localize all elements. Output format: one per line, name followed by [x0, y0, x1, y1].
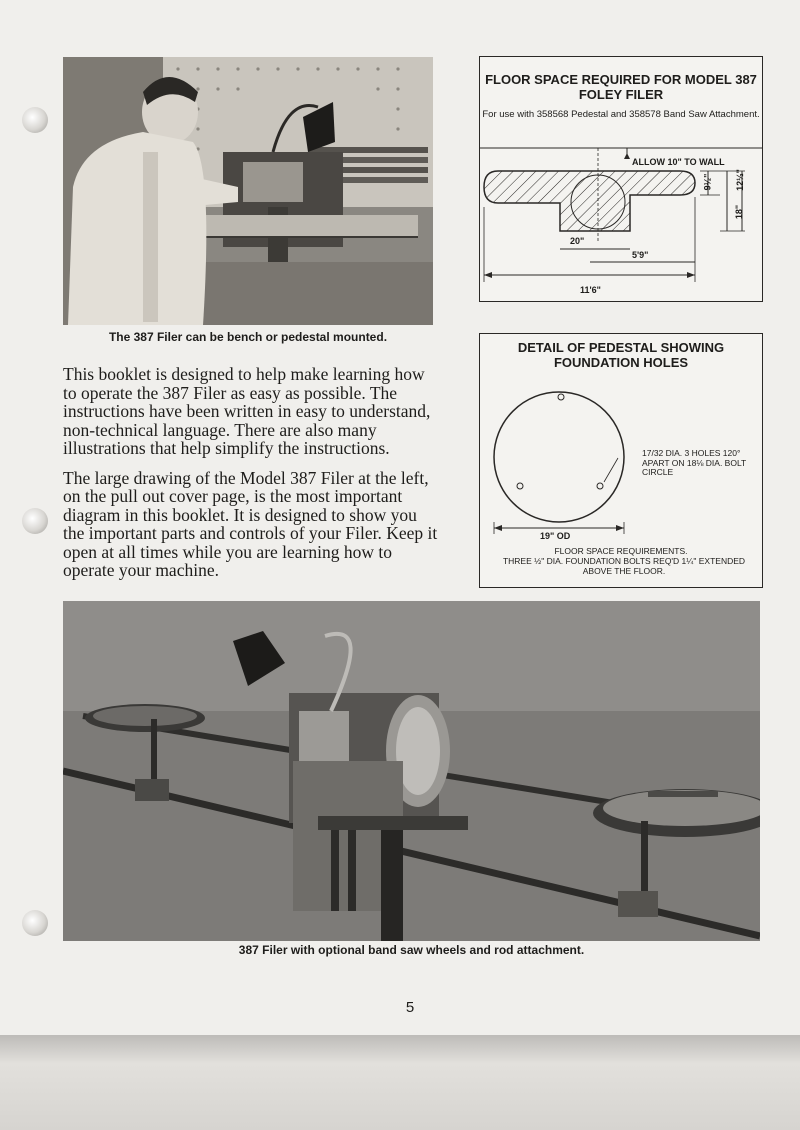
dim-18: 18" — [734, 204, 745, 220]
allow-wall-label: ALLOW 10" TO WALL — [632, 157, 725, 167]
top-photo-caption: The 387 Filer can be bench or pedestal mounted. — [108, 330, 388, 344]
floor-space-diagram — [480, 57, 762, 301]
dim-5-9: 5'9" — [632, 250, 649, 260]
pedestal-title: DETAIL OF PEDESTAL SHOWING FOUNDATION HOLES — [517, 340, 725, 370]
pedestal-detail-box — [479, 333, 763, 588]
holes-note: 17/32 DIA. 3 HOLES 120° APART ON 18⅛ DIA. BOLT CIRCLE — [642, 448, 747, 477]
dim-11-6: 11'6" — [580, 285, 601, 295]
binder-hole-icon — [22, 910, 48, 936]
intro-text — [63, 365, 438, 591]
photo-filer-band-saw-wheels — [63, 601, 760, 941]
floor-space-subtitle: For use with 358568 Pedestal and 358578 Band Saw Attachment. — [482, 109, 760, 120]
requirements-text: THREE ½" DIA. FOUNDATION BOLTS REQ'D 1¼" EXTENDED ABOVE THE FLOOR. — [502, 556, 746, 576]
bottom-photo-caption: 387 Filer with optional band saw wheels and rod attachment. — [238, 943, 585, 957]
photo-bench-mounted-filer — [63, 57, 433, 325]
dim-20: 20" — [570, 236, 585, 246]
binder-hole-icon — [22, 508, 48, 534]
dim-12-5: 12½" — [734, 169, 745, 191]
photo-illustration — [63, 601, 760, 941]
requirements-title: FLOOR SPACE REQUIREMENTS. — [554, 546, 688, 556]
floor-space-title: FLOOR SPACE REQUIRED FOR MODEL 387 FOLEY FILER — [485, 72, 757, 102]
binder-hole-icon — [22, 107, 48, 133]
photo-illustration — [63, 57, 433, 325]
intro-paragraph-2: The large drawing of the Model 387 Filer at the left, on the pull out cover page, is the most important diagram in this booklet. It is designed to show you the important parts and controls of your Filer. Keep it open at all times while you are learning how to operate your machine. — [63, 467, 438, 580]
page-number: 5 — [405, 999, 415, 1016]
od-label: 19" OD — [540, 531, 571, 541]
floor-space-box — [479, 56, 763, 302]
intro-paragraph-1: This booklet is designed to help make learning how to operate the 387 Filer as easy as possible. The instructions have been written in easy to understand, non-technical language. There are also many illustrations that help simplify the instructions. — [63, 364, 431, 458]
dim-9-5: 9½" — [702, 173, 713, 191]
scan-bottom-band — [0, 1035, 800, 1130]
